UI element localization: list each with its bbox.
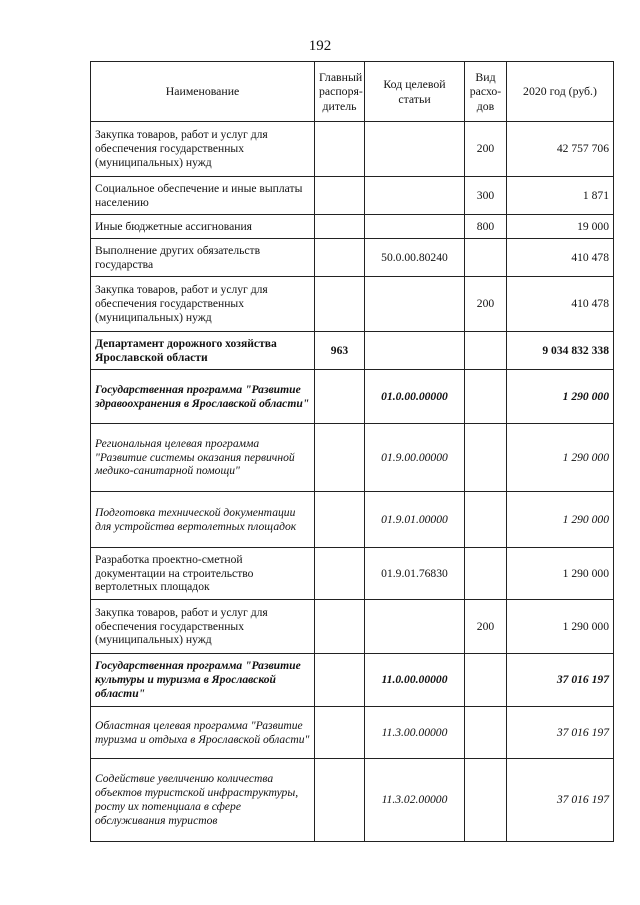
table-row (91, 492, 614, 548)
cell-name: Закупка товаров, работ и услуг для обеспечения государственных (муниципальных) нужд (91, 277, 315, 332)
cell-type (465, 239, 507, 277)
table-row (91, 370, 614, 424)
cell-admin (315, 548, 365, 600)
table-row (91, 424, 614, 492)
header-code: Код целевой статьи (365, 62, 465, 122)
cell-amount: 19 000 (507, 215, 614, 239)
cell-admin (315, 277, 365, 332)
cell-admin: 963 (315, 332, 365, 370)
cell-type (465, 370, 507, 424)
cell-type: 200 (465, 600, 507, 654)
header-admin: Главный распоря-дитель (315, 62, 365, 122)
cell-code: 50.0.00.80240 (365, 239, 465, 277)
cell-code: 11.0.00.00000 (365, 654, 465, 707)
cell-name: Социальное обеспечение и иные выплаты населению (91, 177, 315, 215)
cell-name: Областная целевая программа "Развитие туризма и отдыха в Ярославской области" (91, 707, 315, 759)
cell-amount: 1 290 000 (507, 492, 614, 548)
table-header-row (91, 62, 614, 122)
header-type: Вид расхо-дов (465, 62, 507, 122)
cell-name: Разработка проектно-сметной документации на строительство вертолетных площадок (91, 548, 315, 600)
cell-name: Выполнение других обязательств государства (91, 239, 315, 277)
header-amount: 2020 год (руб.) (507, 62, 614, 122)
table-row (91, 215, 614, 239)
cell-type (465, 707, 507, 759)
cell-admin (315, 654, 365, 707)
cell-amount: 37 016 197 (507, 654, 614, 707)
cell-name: Департамент дорожного хозяйства Ярославской области (91, 332, 315, 370)
cell-admin (315, 492, 365, 548)
budget-table (90, 61, 614, 842)
cell-name: Региональная целевая программа "Развитие системы оказания первичной медико-санитарной помощи" (91, 424, 315, 492)
cell-type: 200 (465, 122, 507, 177)
cell-code: 01.9.00.00000 (365, 424, 465, 492)
cell-code (365, 177, 465, 215)
table-row (91, 600, 614, 654)
table-row (91, 332, 614, 370)
cell-amount: 410 478 (507, 239, 614, 277)
cell-admin (315, 600, 365, 654)
cell-name: Закупка товаров, работ и услуг для обеспечения государственных (муниципальных) нужд (91, 122, 315, 177)
cell-code (365, 277, 465, 332)
page-number: 192 (308, 38, 332, 54)
table-row (91, 759, 614, 842)
cell-name: Подготовка технической документации для устройства вертолетных площадок (91, 492, 315, 548)
cell-code (365, 122, 465, 177)
cell-amount: 1 290 000 (507, 600, 614, 654)
cell-type: 800 (465, 215, 507, 239)
cell-type: 300 (465, 177, 507, 215)
cell-admin (315, 215, 365, 239)
cell-name: Содействие увеличению количества объектов туристской инфраструктуры, росту их потенциала в сфере обслуживания туристов (91, 759, 315, 842)
cell-type (465, 654, 507, 707)
cell-admin (315, 122, 365, 177)
cell-amount: 1 290 000 (507, 424, 614, 492)
cell-amount: 1 871 (507, 177, 614, 215)
cell-code: 11.3.02.00000 (365, 759, 465, 842)
cell-admin (315, 370, 365, 424)
cell-amount: 37 016 197 (507, 759, 614, 842)
cell-type (465, 492, 507, 548)
cell-amount: 42 757 706 (507, 122, 614, 177)
cell-code: 01.9.01.00000 (365, 492, 465, 548)
cell-admin (315, 177, 365, 215)
table-row (91, 177, 614, 215)
cell-code: 01.9.01.76830 (365, 548, 465, 600)
cell-type (465, 332, 507, 370)
cell-code (365, 332, 465, 370)
cell-amount: 37 016 197 (507, 707, 614, 759)
cell-name: Иные бюджетные ассигнования (91, 215, 315, 239)
cell-admin (315, 759, 365, 842)
cell-amount: 1 290 000 (507, 548, 614, 600)
cell-type (465, 424, 507, 492)
cell-amount: 1 290 000 (507, 370, 614, 424)
cell-type: 200 (465, 277, 507, 332)
cell-name: Государственная программа "Развитие здравоохранения в Ярославской области" (91, 370, 315, 424)
cell-amount: 9 034 832 338 (507, 332, 614, 370)
table-row (91, 654, 614, 707)
cell-admin (315, 707, 365, 759)
table-row (91, 548, 614, 600)
cell-code (365, 215, 465, 239)
cell-name: Государственная программа "Развитие культуры и туризма в Ярославской области" (91, 654, 315, 707)
cell-code: 01.0.00.00000 (365, 370, 465, 424)
cell-admin (315, 239, 365, 277)
cell-name: Закупка товаров, работ и услуг для обеспечения государственных (муниципальных) нужд (91, 600, 315, 654)
cell-code (365, 600, 465, 654)
cell-amount: 410 478 (507, 277, 614, 332)
cell-type (465, 759, 507, 842)
cell-admin (315, 424, 365, 492)
table-row (91, 277, 614, 332)
header-name: Наименование (91, 62, 315, 122)
table-row (91, 122, 614, 177)
table-row (91, 239, 614, 277)
cell-code: 11.3.00.00000 (365, 707, 465, 759)
table-row (91, 707, 614, 759)
cell-type (465, 548, 507, 600)
